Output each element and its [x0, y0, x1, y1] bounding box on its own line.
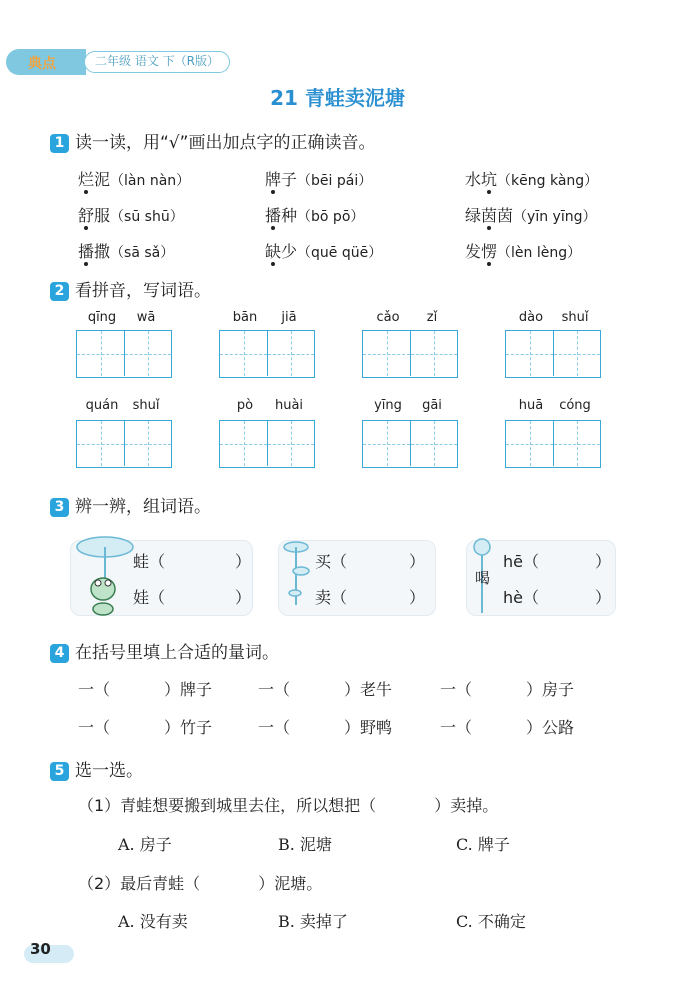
pinyin-label: quán shuǐ — [85, 398, 160, 413]
question-3-heading: 3 辨一辨，组词语。 — [50, 492, 211, 517]
header-badge — [6, 49, 226, 75]
reading-item: 牌子（bēi pái） — [265, 170, 373, 189]
pinyin-label: huā cóng — [518, 398, 591, 413]
pinyin-label: bān jiā — [232, 310, 297, 325]
grid-cell[interactable] — [363, 331, 410, 376]
dotted-character: 烂 — [78, 170, 95, 189]
writing-grid[interactable] — [219, 330, 315, 378]
grid-cell[interactable] — [506, 421, 553, 466]
pinyin-label: qīng wā — [87, 310, 156, 325]
grid-cell[interactable] — [220, 331, 267, 376]
page-number: 30 — [30, 940, 51, 958]
grid-cell[interactable] — [124, 331, 171, 376]
question-5-2: （2）最后青蛙（ ）泥塘。 — [78, 874, 323, 893]
option-a[interactable]: A. 房子 — [118, 835, 172, 854]
word-panel-2: 买（ ） 卖（ ） — [278, 540, 436, 616]
grid-cell[interactable] — [77, 331, 124, 376]
brand-logo: 典点 — [6, 49, 86, 75]
grid-cell[interactable] — [77, 421, 124, 466]
frog-umbrella-icon — [75, 531, 135, 619]
option-c[interactable]: C. 不确定 — [456, 912, 526, 931]
pinyin-label: yīng gāi — [374, 398, 442, 413]
reading-item: 播撒（sā sǎ） — [78, 242, 175, 261]
grid-cell[interactable] — [553, 421, 600, 466]
pinyin-label: dào shuǐ — [518, 310, 589, 325]
question-4-heading: 4 在括号里填上合适的量词。 — [50, 638, 279, 663]
grid-cell[interactable] — [220, 421, 267, 466]
pinyin-choices[interactable]: （sā sǎ） — [110, 245, 175, 261]
question-number: 5 — [50, 762, 69, 781]
reading-item: 发愣（lèn lèng） — [465, 242, 582, 261]
pinyin-choices[interactable]: （kēng kàng） — [497, 173, 599, 189]
grade-label: 二年级 语文 下（R版） — [84, 51, 230, 73]
measure-word-blank[interactable]: 一（ ）房子 — [440, 680, 575, 699]
pinyin-label: cǎo zǐ — [376, 310, 438, 325]
pinyin-label: pò huài — [236, 398, 304, 413]
dotted-character: 播 — [78, 242, 95, 261]
writing-grid[interactable] — [362, 420, 458, 468]
question-number: 4 — [50, 644, 69, 663]
dotted-character: 愣 — [481, 242, 498, 261]
grid-cell[interactable] — [124, 421, 171, 466]
reading-item: 水坑（kēng kàng） — [465, 170, 599, 189]
measure-word-blank[interactable]: 一（ ）老牛 — [258, 680, 393, 699]
grid-cell[interactable] — [410, 421, 457, 466]
pinyin-choices[interactable]: （yīn yīng） — [513, 209, 597, 225]
question-5-1: （1）青蛙想要搬到城里去住，所以想把（ ）卖掉。 — [78, 796, 499, 815]
dotted-character: 茵 — [481, 206, 498, 225]
option-a[interactable]: A. 没有卖 — [118, 912, 188, 931]
grid-cell[interactable] — [410, 331, 457, 376]
dotted-character: 缺 — [265, 242, 282, 261]
question-1-heading: 1 读一读，用“√”画出加点字的正确读音。 — [50, 128, 375, 153]
reading-item: 烂泥（làn nàn） — [78, 170, 191, 189]
grid-cell[interactable] — [267, 421, 314, 466]
dotted-character: 坑 — [481, 170, 498, 189]
measure-word-blank[interactable]: 一（ ）竹子 — [78, 718, 213, 737]
question-number: 2 — [50, 282, 69, 301]
option-b[interactable]: B. 卖掉了 — [278, 912, 348, 931]
measure-word-blank[interactable]: 一（ ）牌子 — [78, 680, 213, 699]
base-character: 喝 — [475, 569, 491, 587]
option-c[interactable]: C. 牌子 — [456, 835, 510, 854]
reading-item: 绿茵茵（yīn yīng） — [465, 206, 597, 225]
dotted-character: 牌 — [265, 170, 282, 189]
pinyin-choices[interactable]: （quē qüē） — [297, 245, 383, 261]
grid-cell[interactable] — [363, 421, 410, 466]
pinyin-choices[interactable]: （sū shū） — [110, 209, 184, 225]
writing-grid[interactable] — [76, 420, 172, 468]
reading-item: 舒服（sū shū） — [78, 206, 184, 225]
pinyin-choices[interactable]: （bēi pái） — [297, 173, 373, 189]
writing-grid[interactable] — [505, 420, 601, 468]
writing-grid[interactable] — [219, 420, 315, 468]
grid-cell[interactable] — [267, 331, 314, 376]
option-b[interactable]: B. 泥塘 — [278, 835, 332, 854]
reading-item: 播种（bō pō） — [265, 206, 365, 225]
writing-grid[interactable] — [505, 330, 601, 378]
reading-item: 缺少（quē qüē） — [265, 242, 383, 261]
writing-grid[interactable] — [76, 330, 172, 378]
mushroom-icon — [281, 535, 315, 615]
grid-cell[interactable] — [506, 331, 553, 376]
question-5-heading: 5 选一选。 — [50, 756, 143, 781]
question-number: 1 — [50, 134, 69, 153]
page-title: 21 青蛙卖泥塘 — [270, 86, 405, 110]
grid-cell[interactable] — [553, 331, 600, 376]
measure-word-blank[interactable]: 一（ ）公路 — [440, 718, 575, 737]
writing-grid[interactable] — [362, 330, 458, 378]
pinyin-choices[interactable]: （lèn lèng） — [497, 245, 582, 261]
question-number: 3 — [50, 498, 69, 517]
pinyin-choices[interactable]: （bō pō） — [297, 209, 365, 225]
word-panel-1: 蛙（ ） 娃（ ） — [70, 540, 253, 616]
pinyin-choices[interactable]: （làn nàn） — [110, 173, 191, 189]
word-panel-3: 喝 hē（ ） hè（ ） — [466, 540, 616, 616]
question-2-heading: 2 看拼音，写词语。 — [50, 276, 211, 301]
dotted-character: 播 — [265, 206, 282, 225]
measure-word-blank[interactable]: 一（ ）野鸭 — [258, 718, 393, 737]
dotted-character: 舒 — [78, 206, 95, 225]
